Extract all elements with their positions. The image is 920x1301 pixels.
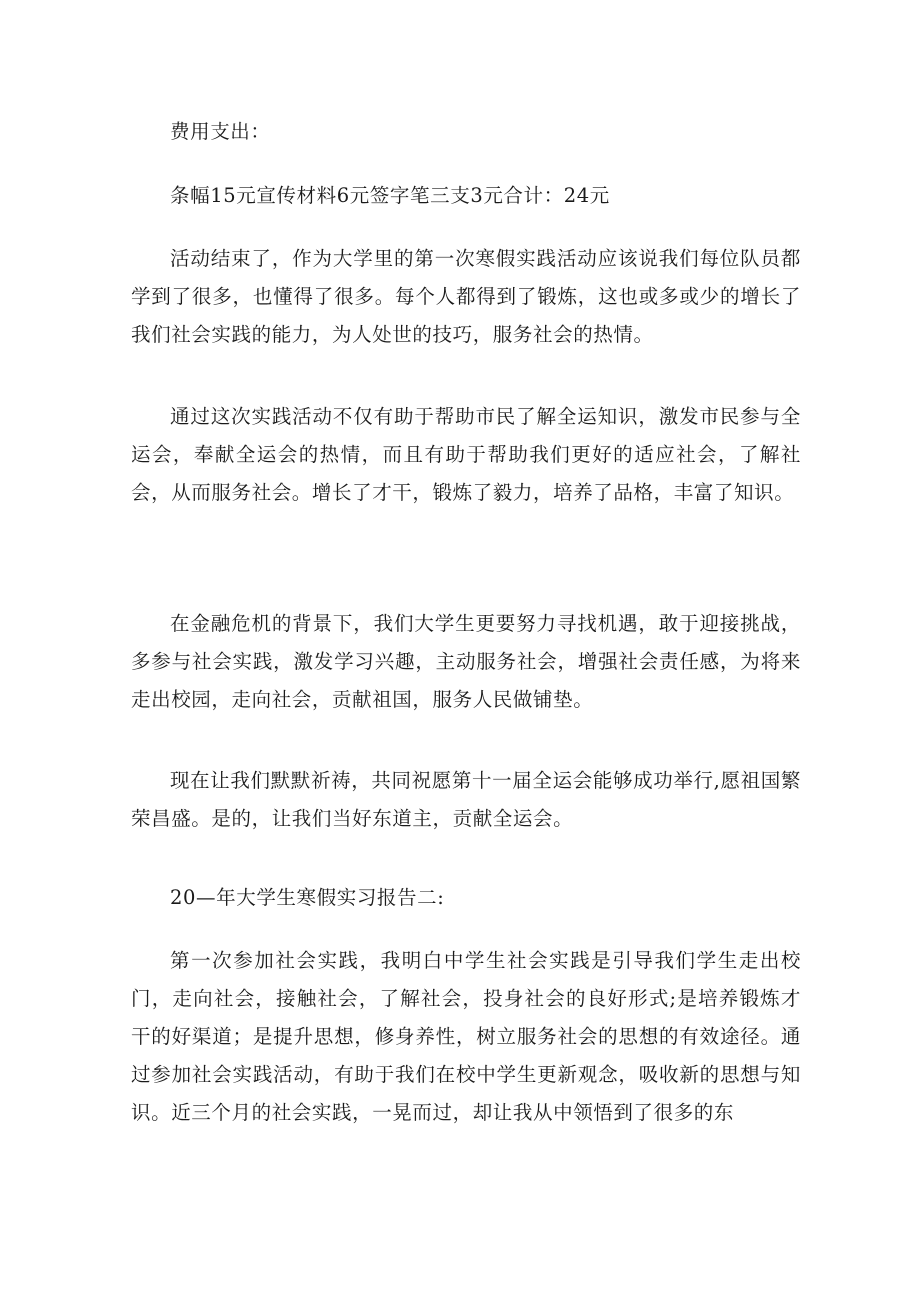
expense-detail: 条幅15元宣传材料6元签字笔三支3元合计：24元 bbox=[170, 184, 610, 207]
body-paragraph: 在金融危机的背景下，我们大学生更要努力寻找机遇，敢于迎接挑战，多参与社会实践，激发学习兴趣，主动服务社会，增强社会责任感，为将来走出校园，走向社会，贡献祖国，服务人民做铺垫。 bbox=[131, 612, 801, 711]
body-paragraph: 现在让我们默默祈祷，共同祝愿第十一届全运会能够成功举行,愿祖国繁荣昌盛。是的，让我们当好东道主，贡献全运会。 bbox=[131, 769, 801, 830]
section-heading: 20—年大学生寒假实习报告二: bbox=[170, 886, 445, 909]
body-paragraph: 活动结束了，作为大学里的第一次寒假实践活动应该说我们每位队员都学到了很多，也懂得了很多。每个人都得到了锻炼，这也或多或少的增长了我们社会实践的能力，为人处世的技巧，服务社会的热情。 bbox=[131, 247, 801, 346]
expense-heading: 费用支出： bbox=[170, 120, 271, 143]
body-paragraph: 第一次参加社会实践，我明白中学生社会实践是引导我们学生走出校门，走向社会，接触社会，了解社会，投身社会的良好形式;是培养锻炼才干的好渠道；是提升思想，修身养性，树立服务社会的思想的有效途径。通过参加社会实践活动，有助于我们在校中学生更新观念，吸收新的思想与知识。近三个月的社会实践，一晃而过，却让我从中领悟到了很多的东 bbox=[131, 949, 801, 1124]
body-paragraph: 通过这次实践活动不仅有助于帮助市民了解全运知识，激发市民参与全运会，奉献全运会的热情，而且有助于帮助我们更好的适应社会，了解社会，从而服务社会。增长了才干，锻炼了毅力，培养了品格，丰富了知识。 bbox=[131, 405, 801, 504]
